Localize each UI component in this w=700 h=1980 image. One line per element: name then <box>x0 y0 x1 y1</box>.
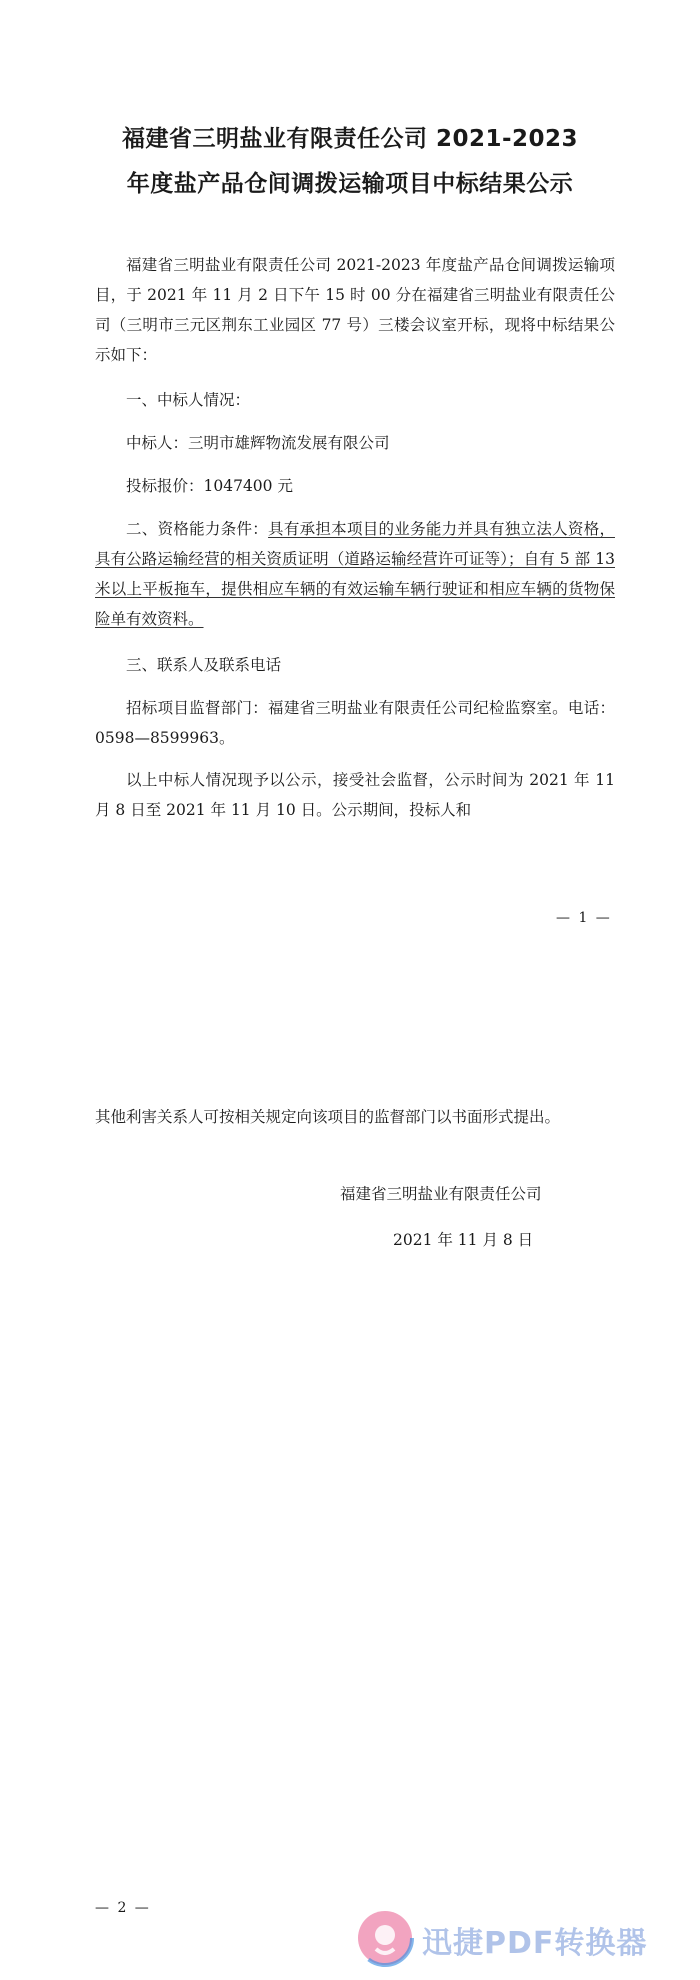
document-title-line-2: 年度盐产品仓间调拨运输项目中标结果公示 <box>126 171 574 197</box>
section-3-heading: 三、联系人及联系电话 <box>126 656 282 674</box>
bid-price-line: 投标报价：1047400 元 <box>126 477 293 495</box>
watermark-logo-icon <box>356 1909 414 1967</box>
section-1-heading: 一、中标人情况： <box>126 391 251 409</box>
watermark-text: 迅捷PDF转换器 <box>422 1926 648 1961</box>
qualification-paragraph <box>95 514 615 634</box>
page-number-2: — 2 — <box>95 1900 151 1916</box>
converter-watermark <box>356 1904 686 1974</box>
supervisor-paragraph: 招标项目监督部门：福建省三明盐业有限责任公司纪检监察室。电话：0598—8599963。 <box>95 699 615 747</box>
document-title-line-1: 福建省三明盐业有限责任公司 2021-2023 <box>121 126 579 152</box>
notice-paragraph-part-2: 其他利害关系人可按相关规定向该项目的监督部门以书面形式提出。 <box>95 1108 561 1126</box>
signature-date: 2021 年 11 月 8 日 <box>393 1231 534 1249</box>
qualification-requirements: 具有承担本项目的业务能力并具有独立法人资格，具有公路运输经营的相关资质证明（道路运输经营许可证等）；自有 5 部 13 米以上平板拖车，提供相应车辆的有效运输车辆行驶证和相应车辆的货物保险单有效资料。 <box>95 520 615 628</box>
document-page-2 <box>0 990 700 1980</box>
section-2-heading: 二、资格能力条件： <box>126 520 269 538</box>
page-number-1: — 1 — <box>556 910 612 926</box>
intro-paragraph: 福建省三明盐业有限责任公司 2021-2023 年度盐产品仓间调拨运输项目，于 2021 年 11 月 2 日下午 15 时 00 分在福建省三明盐业有限责任公司（三明市三元区荆东工业园区 77 号）三楼会议室开标，现将中标结果公示如下： <box>95 256 615 364</box>
winner-line: 中标人：三明市雄辉物流发展有限公司 <box>126 434 390 452</box>
notice-paragraph-part-1: 以上中标人情况现予以公示，接受社会监督，公示时间为 2021 年 11 月 8 日至 2021 年 11 月 10 日。公示期间，投标人和 <box>95 771 615 819</box>
signature-company: 福建省三明盐业有限责任公司 <box>340 1185 542 1203</box>
